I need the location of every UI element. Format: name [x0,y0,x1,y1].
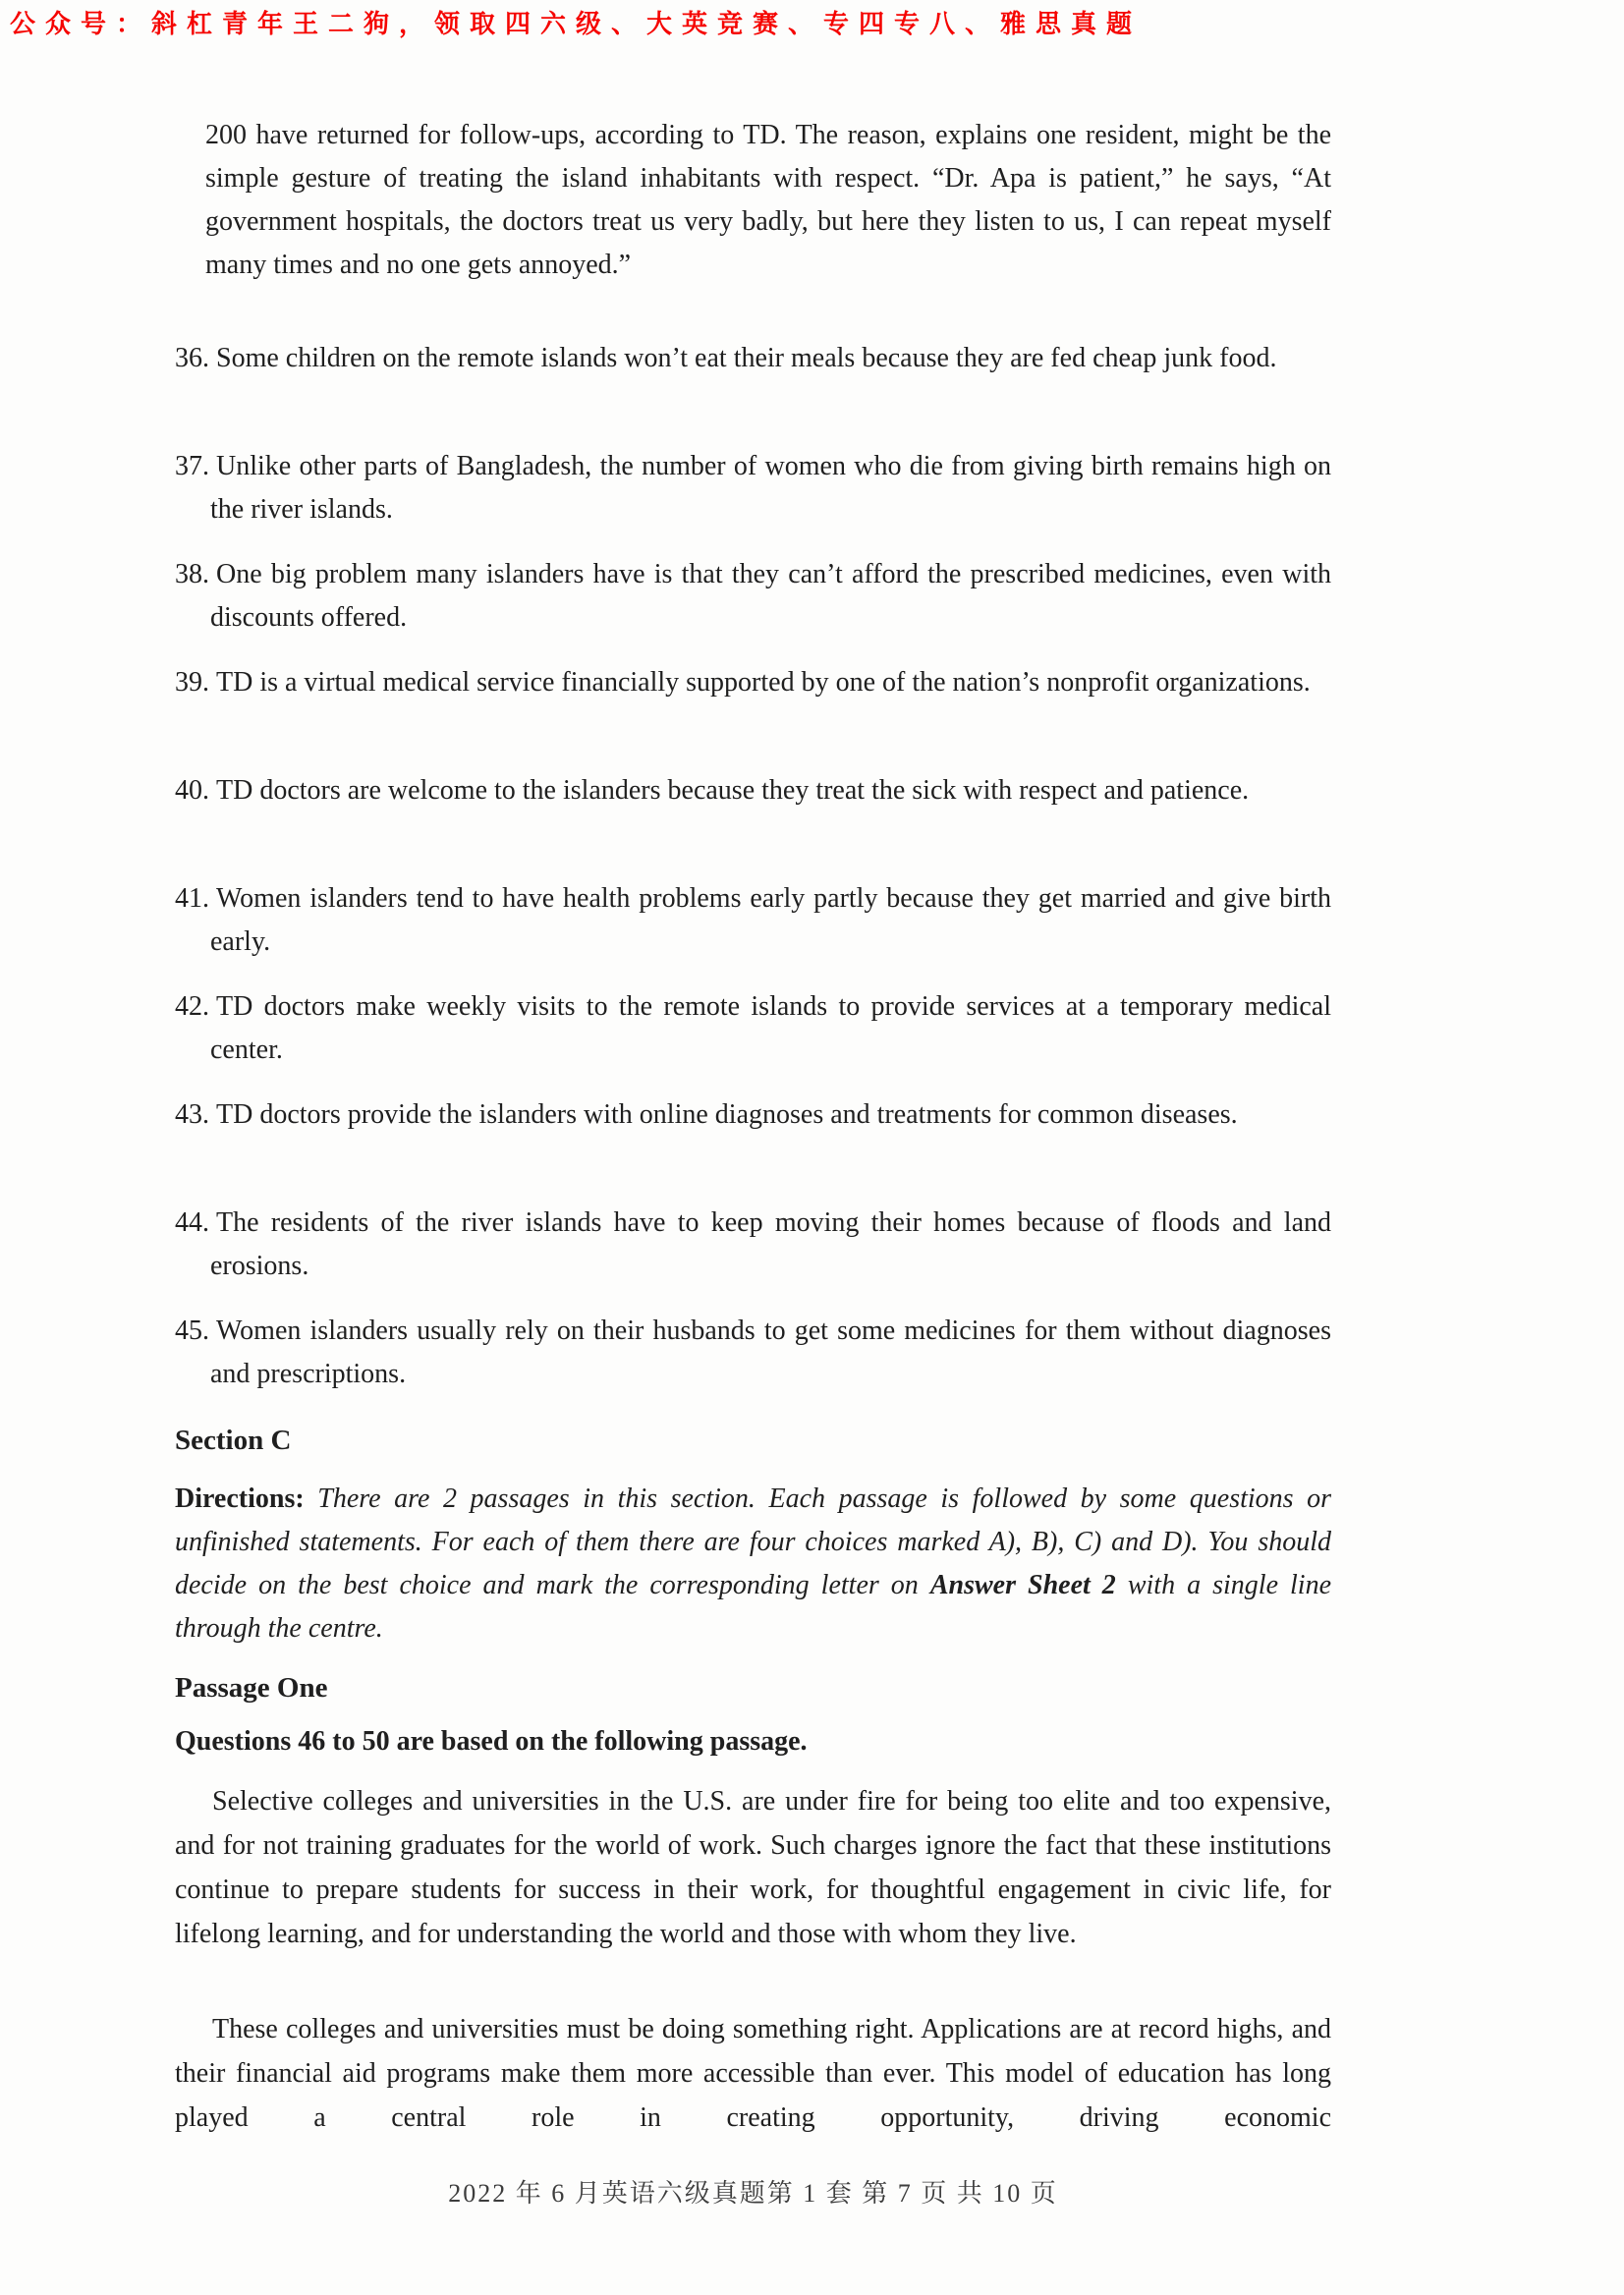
question-item-44 [175,1202,1331,1288]
question-item-39 [175,661,1331,704]
directions-label: Directions: [175,1483,305,1514]
item-number: 40. [175,775,209,806]
item-text: TD doctors are welcome to the islanders because they treat the sick with respect and patience. [216,775,1250,806]
question-item-38 [175,553,1331,640]
question-item-37 [175,445,1331,532]
item-text: One big problem many islanders have is that they can’t afford the prescribed medicines, even with discounts offered. [210,559,1331,633]
item-text: Unlike other parts of Bangladesh, the number of women who die from giving birth remains high on the river islands. [210,451,1331,525]
item-number: 36. [175,343,209,373]
item-number: 43. [175,1099,209,1130]
passage-one-heading: Passage One [175,1672,328,1704]
passage-paragraph-1: Selective colleges and universities in the U.S. are under fire for being too elite and too expensive, and for not training graduates for the world of work. Such charges ignore the fact that these institutions continue to prepare students for success in their work, for thoughtful engagement in civic life, for lifelong learning, and for understanding the world and those with whom they live. [175,1786,1331,1949]
item-number: 45. [175,1315,209,1346]
directions-paragraph [175,1478,1331,1651]
item-text: The residents of the river islands have to keep moving their homes because of floods and land erosions. [210,1207,1331,1281]
directions-text: There are 2 passages in this section. Each passage is followed by some questions or unfinished statements. For each of them there are four choices marked A), B), C) and D). You should decide on the best choice and mark the corresponding letter on [175,1483,1332,1600]
question-item-45 [175,1310,1331,1396]
item-number: 41. [175,883,209,914]
item-number: 42. [175,991,209,1022]
item-number: 39. [175,667,209,698]
question-item-41 [175,877,1331,964]
questions-range-heading: Questions 46 to 50 are based on the following passage. [175,1726,808,1757]
item-text: TD doctors provide the islanders with online diagnoses and treatments for common diseases. [216,1099,1238,1130]
question-item-40 [175,769,1331,812]
item-text: TD doctors make weekly visits to the remote islands to provide services at a temporary medical center. [210,991,1331,1065]
section-c-heading: Section C [175,1425,292,1456]
promo-banner: 公众号：斜杠青年王二狗，领取四六级、大英竞赛、专四专八、雅思真题 [10,9,1143,38]
question-item-42 [175,985,1331,1072]
intro-paragraph: 200 have returned for follow-ups, according to TD. The reason, explains one resident, might be the simple gesture of treating the island inhabitants with respect. “Dr. Apa is patient,” he says, “At government hospitals, the doctors treat us very badly, but here they listen to us, I can repeat myself many times and no one gets annoyed.” [205,120,1331,280]
directions-text-end: with a single line through the centre. [175,1570,1332,1644]
item-number: 38. [175,559,209,589]
passage-paragraph-2: These colleges and universities must be doing something right. Applications are at record highs, and their financial aid programs make them more accessible than ever. This model of education has long played a central role in creating opportunity, driving economic [175,2014,1331,2133]
item-text: Some children on the remote islands won’t eat their meals because they are fed cheap junk food. [216,343,1277,373]
question-item-36 [175,337,1331,380]
page-footer: 2022 年 6 月英语六级真题第 1 套 第 7 页 共 10 页 [448,2179,1058,2208]
item-text: Women islanders usually rely on their husbands to get some medicines for them without diagnoses and prescriptions. [210,1315,1331,1389]
question-item-43 [175,1093,1331,1137]
answer-sheet-ref: Answer Sheet 2 [929,1570,1116,1600]
item-number: 44. [175,1207,209,1238]
item-number: 37. [175,451,209,481]
item-text: Women islanders tend to have health problems early partly because they get married and give birth early. [210,883,1331,957]
item-text: TD is a virtual medical service financially supported by one of the nation’s nonprofit organizations. [216,667,1311,698]
